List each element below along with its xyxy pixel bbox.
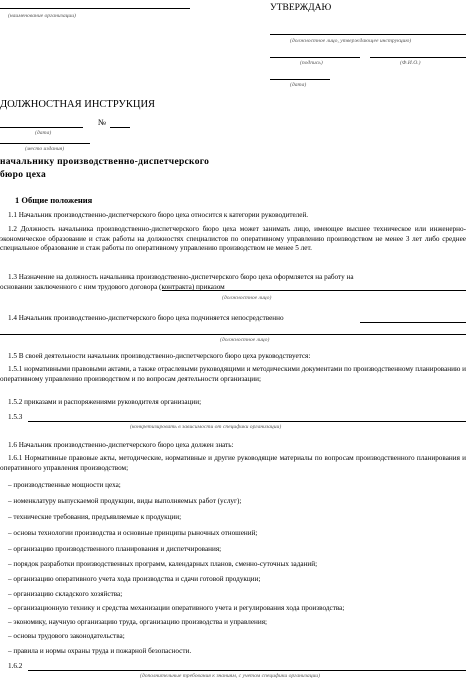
para-1-5: 1.5 В своей деятельности начальник производственно-диспетчерского бюро цеха руководствуется: bbox=[8, 352, 311, 360]
doc-number-line[interactable] bbox=[110, 127, 130, 128]
para-1-4-line[interactable] bbox=[360, 322, 466, 323]
signature-line[interactable] bbox=[270, 57, 360, 58]
approve-date-line[interactable] bbox=[270, 79, 330, 80]
list-item: – производственные мощности цеха; bbox=[8, 481, 121, 489]
doc-number-sign: № bbox=[98, 117, 107, 127]
para-1-6-2-hint: (дополнительные требования к знаниям, с учетом специфики организации) bbox=[140, 673, 320, 679]
list-item: – организацию оперативного учета хода производства и сдачи готовой продукции; bbox=[8, 575, 261, 583]
list-item: – основы трудового законодательства; bbox=[8, 632, 125, 640]
para-1-5-3-line[interactable] bbox=[28, 421, 466, 422]
subject-line-2: бюро цеха bbox=[0, 170, 46, 180]
para-1-5-1: 1.5.1 нормативными правовыми актами, а также отраслевыми руководящими и методическими документами по производственному планированию и оперативному управлению производством и по вопросам деятельности организации; bbox=[0, 365, 466, 383]
approver-position-line[interactable] bbox=[270, 34, 466, 35]
para-1-4-hint: (должностное лицо) bbox=[220, 337, 270, 343]
para-1-3-line[interactable] bbox=[162, 290, 466, 291]
org-name-line[interactable] bbox=[0, 8, 190, 9]
approver-position-hint: (должностное лицо, утверждающее инструкцию) bbox=[290, 38, 412, 44]
list-item: – экономику, научную организацию труда, организацию производства и управления; bbox=[8, 618, 268, 626]
doc-place-line[interactable] bbox=[0, 143, 90, 144]
doc-place-hint: (место издания) bbox=[25, 146, 65, 152]
para-1-4-line-2[interactable] bbox=[0, 334, 466, 335]
section-1-heading: 1 Общие положения bbox=[15, 195, 93, 205]
para-1-6-2: 1.6.2 bbox=[8, 662, 23, 670]
list-item: – порядок разработки производственных программ, календарных планов, сменно-суточных заданий; bbox=[8, 560, 318, 568]
para-1-6-2-line[interactable] bbox=[28, 670, 466, 671]
signature-hint: (подпись) bbox=[300, 60, 323, 66]
list-item: – организационную технику и средства механизации оперативного учета и регулирования хода производства; bbox=[8, 604, 345, 612]
approve-date-hint: (дата) bbox=[290, 82, 307, 88]
doc-date-hint: (дата) bbox=[35, 130, 52, 136]
subject-line-1: начальнику производственно-диспетчерского bbox=[0, 157, 210, 167]
para-1-2: 1.2 Должность начальника производственно-диспетчерского бюро цеха может занимать лицо, имеющее высшее техническое или инженерно-экономическое образование и стаж работы на должностях специалистов по оперативному управлению производством не менее 3 лет либо среднее специальное образование и стаж работы по оперативному управлению производством не менее 5 лет. bbox=[0, 225, 466, 253]
fio-line[interactable] bbox=[370, 57, 466, 58]
para-1-5-3-hint: (конкретизировать в зависимости от специфики организации) bbox=[130, 424, 282, 430]
para-1-5-3: 1.5.3 bbox=[8, 413, 23, 421]
para-1-1: 1.1 Начальник производственно-диспетчерского бюро цеха относится к категории руководителей. bbox=[8, 211, 309, 219]
para-1-3-hint: (должностное лицо) bbox=[222, 295, 272, 301]
list-item: – правила и нормы охраны труда и пожарной безопасности. bbox=[8, 647, 192, 655]
list-item: – номенклатуру выпускаемой продукции, виды выполняемых работ (услуг); bbox=[8, 497, 242, 505]
list-item: – организацию производственного планирования и диспетчирования; bbox=[8, 545, 222, 553]
para-1-5-2: 1.5.2 приказами и распоряжениями руководителя организации; bbox=[8, 398, 202, 406]
list-item: – технические требования, предъявляемые к продукции; bbox=[8, 513, 182, 521]
org-name-hint: (наименование организации) bbox=[8, 13, 76, 19]
para-1-6: 1.6 Начальник производственно-диспетчерского бюро цеха должен знать: bbox=[8, 441, 234, 449]
para-1-6-1: 1.6.1 Нормативные правовые акты, методические, нормативные и другие руководящие материалы по вопросам производственного планирования и оперативного управления производством; bbox=[0, 454, 466, 472]
list-item: – основы технологии производства и основные принципы рыночных отношений; bbox=[8, 529, 258, 537]
para-1-3: 1.3 Назначение на должность начальника производственно-диспетчерского бюро цеха оформляется на работу на основании заключенного с ним трудового договора (контракта) приказом bbox=[0, 273, 354, 291]
fio-hint: (Ф.И.О.) bbox=[400, 60, 421, 66]
document-title: ДОЛЖНОСТНАЯ ИНСТРУКЦИЯ bbox=[0, 99, 156, 110]
para-1-4: 1.4 Начальник производственно-диспетчерского бюро цеха подчиняется непосредственно bbox=[8, 314, 284, 322]
doc-date-line[interactable] bbox=[0, 127, 83, 128]
approve-label: УТВЕРЖДАЮ bbox=[270, 3, 332, 13]
list-item: – организацию складского хозяйства; bbox=[8, 590, 123, 598]
